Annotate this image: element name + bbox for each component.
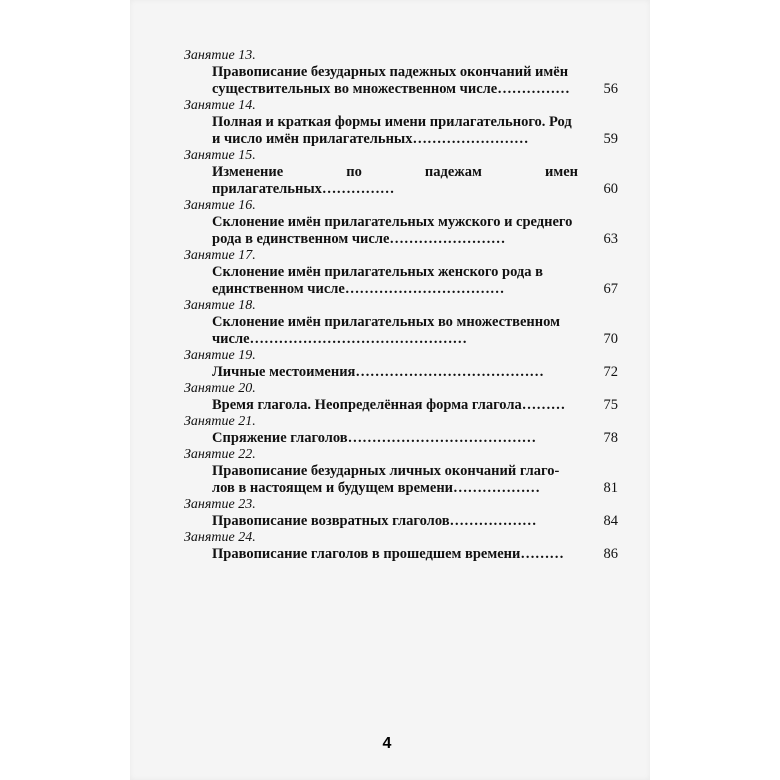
- toc-title-line: Время глагола. Неопределённая форма глагола………: [212, 397, 566, 413]
- toc-page-number: 78: [603, 430, 618, 446]
- toc-row: [212, 164, 618, 198]
- toc-title: [212, 463, 618, 497]
- toc-title-line: Спряжение глаголов…………………………………: [212, 430, 537, 446]
- toc-title-line: существительных во множественном числе……………: [212, 81, 570, 97]
- toc-title-line: единственном числе……………………………: [212, 281, 505, 297]
- lesson-label: Занятие 13.: [184, 48, 256, 63]
- lesson-label: Занятие 24.: [184, 530, 256, 545]
- toc-title-line: Правописание безударных падежных окончаний имён: [212, 64, 569, 80]
- toc-row: [212, 513, 618, 530]
- toc-page-number: 81: [603, 480, 618, 496]
- toc-entry: [180, 414, 618, 447]
- lesson-label: Занятие 14.: [184, 98, 256, 113]
- toc-title-line: и число имён прилагательных……………………: [212, 131, 529, 147]
- toc-title-line: Правописание возвратных глаголов………………: [212, 513, 537, 529]
- toc-title: [212, 546, 618, 563]
- toc-title-line: Склонение имён прилагательных во множественном: [212, 314, 560, 330]
- toc-title: [212, 264, 618, 298]
- toc-row: [212, 364, 618, 381]
- toc-entry: [180, 98, 618, 148]
- toc-row: [212, 397, 618, 414]
- toc-row: [212, 430, 618, 447]
- toc-title-line: лов в настоящем и будущем времени………………: [212, 480, 541, 496]
- toc-page-number: 72: [603, 364, 618, 380]
- lesson-label: Занятие 19.: [184, 348, 256, 363]
- toc-page-number: 60: [603, 181, 618, 197]
- toc-title: [212, 430, 618, 447]
- toc-row: [212, 114, 618, 148]
- toc-title: [212, 214, 618, 248]
- toc-row: [212, 264, 618, 298]
- toc-page-number: 56: [603, 81, 618, 97]
- toc-title-line: Склонение имён прилагательных женского рода в: [212, 264, 543, 280]
- lesson-label: Занятие 23.: [184, 497, 256, 512]
- toc-title: [212, 164, 618, 198]
- toc-title: [212, 314, 618, 348]
- toc-title-line: числе………………………………………: [212, 331, 468, 347]
- toc-title-line: Изменение по падежам имен прилагательных……………: [212, 164, 578, 197]
- toc-entry: [180, 148, 618, 198]
- toc-title-line: Правописание безударных личных окончаний глаго-: [212, 463, 560, 479]
- lesson-label: Занятие 15.: [184, 148, 256, 163]
- toc-title-line: рода в единственном числе……………………: [212, 231, 506, 247]
- lesson-label: Занятие 16.: [184, 198, 256, 213]
- toc-title-line: Полная и краткая формы имени прилагательного. Род: [212, 114, 572, 130]
- page-number-footer: 4: [382, 735, 392, 752]
- table-of-contents: [180, 48, 618, 563]
- toc-page-number: 63: [603, 231, 618, 247]
- toc-title: [212, 364, 618, 381]
- toc-row: [212, 214, 618, 248]
- toc-entry: [180, 497, 618, 530]
- toc-page-number: 84: [603, 513, 618, 529]
- toc-title: [212, 64, 618, 98]
- toc-row: [212, 546, 618, 563]
- toc-row: [212, 314, 618, 348]
- toc-page-number: 86: [603, 546, 618, 562]
- toc-title-line: Личные местоимения…………………………………: [212, 364, 544, 380]
- toc-page-number: 70: [603, 331, 618, 347]
- toc-title: [212, 114, 618, 148]
- toc-title: [212, 513, 618, 530]
- toc-row: [212, 64, 618, 98]
- toc-entry: [180, 198, 618, 248]
- toc-entry: [180, 248, 618, 298]
- toc-title-line: Склонение имён прилагательных мужского и среднего: [212, 214, 573, 230]
- lesson-label: Занятие 22.: [184, 447, 256, 462]
- lesson-label: Занятие 20.: [184, 381, 256, 396]
- toc-page-number: 75: [603, 397, 618, 413]
- toc-entry: [180, 381, 618, 414]
- toc-page-number: 67: [603, 281, 618, 297]
- lesson-label: Занятие 17.: [184, 248, 256, 263]
- lesson-label: Занятие 18.: [184, 298, 256, 313]
- lesson-label: Занятие 21.: [184, 414, 256, 429]
- toc-title: [212, 397, 618, 414]
- toc-page-number: 59: [603, 131, 618, 147]
- toc-entry: [180, 530, 618, 563]
- toc-entry: [180, 447, 618, 497]
- toc-entry: [180, 348, 618, 381]
- toc-entry: [180, 298, 618, 348]
- toc-entry: [180, 48, 618, 98]
- toc-title-line: Правописание глаголов в прошедшем времени………: [212, 546, 564, 562]
- toc-row: [212, 463, 618, 497]
